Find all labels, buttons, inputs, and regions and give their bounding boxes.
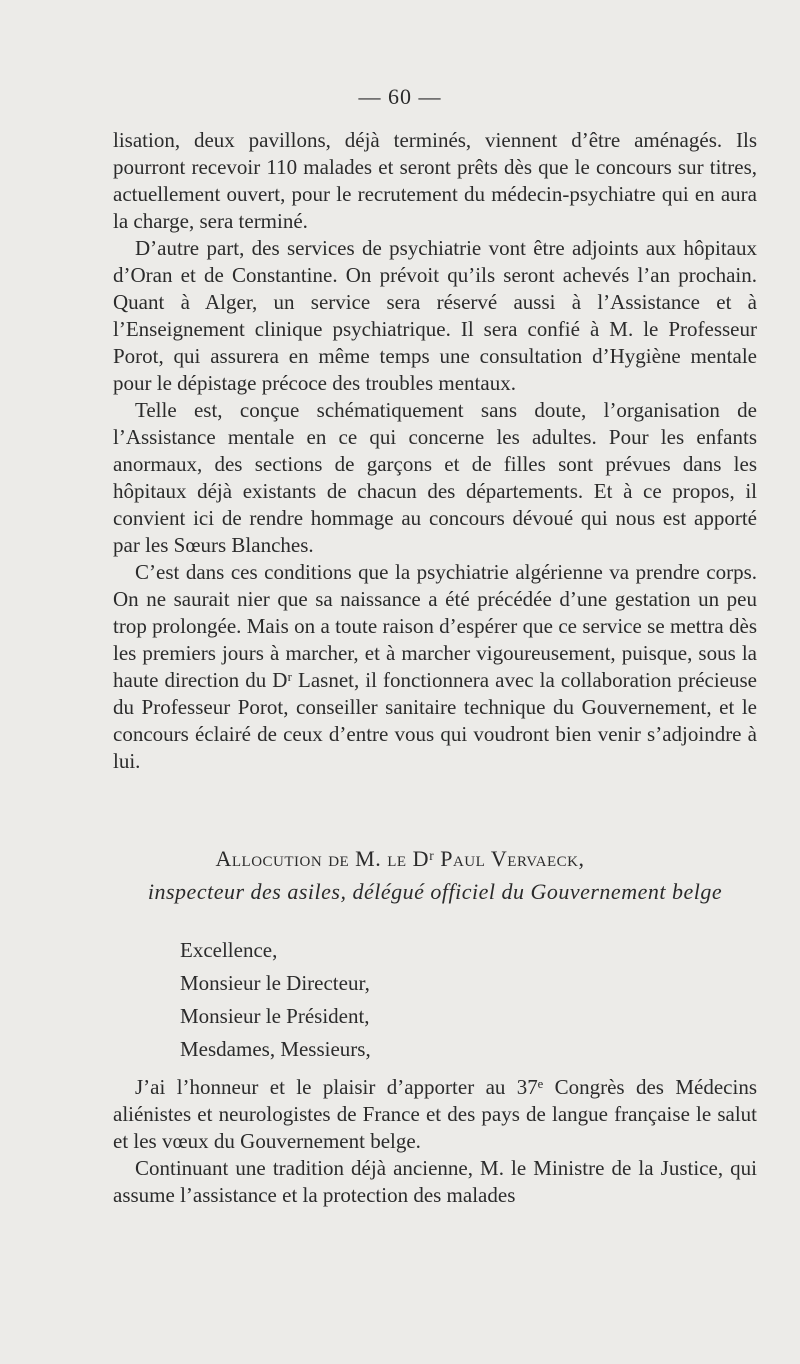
salutation-line: Monsieur le Président, xyxy=(180,1004,370,1028)
salutation-line: Monsieur le Directeur, xyxy=(180,971,370,995)
paragraph: C’est dans ces conditions que la psychiatrie algérienne va prendre corps. On ne saurait nier que sa naissance a été précédée d’une gestation un peu trop prolongée. Mais on a toute raison d’espérer que ce service se mettra dès les premiers jours à marcher, et à marcher vigoureusement, puisque, sous la haute direction du Dʳ Lasnet, il fonctionnera avec la collaboration précieuse du Professeur Porot, conseiller sanitaire technique du Gouvernement, et le concours éclairé de ceux d’entre vous qui voudront bien venir s’adjoindre à lui. xyxy=(113,560,757,773)
paragraph: J’ai l’honneur et le plaisir d’apporter au 37ᵉ Congrès des Médecins aliénistes et neurologistes de France et des pays de langue française le salut et les vœux du Gouvernement belge. xyxy=(113,1075,757,1153)
paragraph: Telle est, conçue schématiquement sans doute, l’organisation de l’Assistance mentale en ce qui concerne les adultes. Pour les enfants anormaux, des sections de garçons et de filles sont prévues dans les hôpitaux déjà existants de chacun des départements. Et à ce propos, il convient ici de rendre hommage au concours dévoué qui nous est apporté par les Sœurs Blanches. xyxy=(113,398,757,557)
paragraph: lisation, deux pavillons, déjà terminés, viennent d’être aménagés. Ils pourront recevoir 110 malades et seront prêts dès que le concours sur titres, actuellement ouvert, pour le recrutement du médecin-psychiatre qui en aura la charge, sera terminé. xyxy=(113,128,757,233)
salutation-line: Mesdames, Messieurs, xyxy=(180,1037,371,1061)
paragraph: D’autre part, des services de psychiatrie vont être adjoints aux hôpitaux d’Oran et de Constantine. On prévoit qu’ils seront achevés l’an prochain. Quant à Alger, un service sera réservé aussi à l’Assistance et à l’Enseignement clinique psychiatrique. Il sera confié à M. le Professeur Porot, qui assurera en même temps une consultation d’Hygiène mentale pour le dépistage précoce des troubles mentaux. xyxy=(113,236,757,395)
section-heading xyxy=(0,846,800,872)
section-heading-text: Allocution de M. le Dʳ Paul Vervaeck, xyxy=(215,846,585,871)
salutation-line: Excellence, xyxy=(180,938,278,962)
page-number: — 60 — xyxy=(358,84,442,109)
paragraph: Continuant une tradition déjà ancienne, M. le Ministre de la Justice, qui assume l’assistance et la protection des malades xyxy=(113,1156,757,1207)
salutations xyxy=(180,934,371,1066)
body-text-top xyxy=(113,127,757,775)
section-subheading: inspecteur des asiles, délégué officiel du Gouvernement belge xyxy=(147,879,723,904)
body-text-speech xyxy=(113,1074,757,1209)
